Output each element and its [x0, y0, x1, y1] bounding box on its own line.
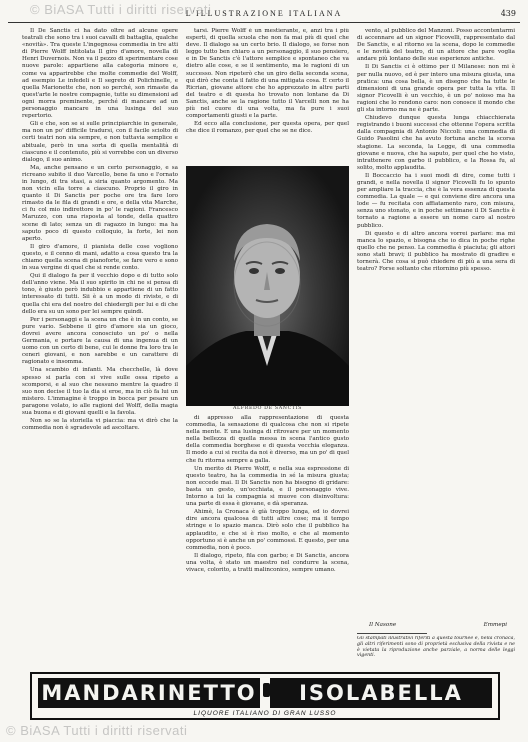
signoff-left: Il Nasone — [369, 622, 397, 628]
paragraph: tarsi. Pierre Wolff è un mestierante, e, anzi tra i più esperti, di quella scuola che non fa mai più di quel che deve. Il dialogo sa un certo brio. Il dialogo, se forse non leggo tutto ben chiaro a un personaggio, il suo pensiero, e in De Sanctis c'è l'attore semplice e spontaneo che va dietro alle cose, e se il sentimento, ma le ragioni di un successo. Non ripeterò che un giro della seconda scena, qui dirò che conta il fatto di una mitigata cosa. E certo il Ricrian, giovane attore che ho apprezzato in altre parti del teatro e di questa ho trovato non lontane da Di Sanctis, anche se la ragione tutto il Varcelli non ne ha più nel cuore di una volta, ma fa pure i suoi comportamenti giusti e la parte. — [186, 28, 349, 120]
portrait-figure — [186, 166, 349, 406]
ad-brand-isolabella: ISOLABELLA — [270, 678, 492, 708]
text-column-2-bottom — [186, 415, 349, 646]
paragraph: Per i personaggi e la scena un che è in un conto, se pure vario. Sebbene il giro d'amore sia un gioco, dovrei avere ancora conosciuto un po' o nella Germania, e portare la causa di una ingenua di un uomo con un certo di bene, cui le donne fra loro tra le ceneri giovani, e non sarebbe e un carattere di ragionato e insomma. — [22, 316, 178, 366]
paragraph: Il Di Sanctis ci è ottimo per il Milanese: non mi è per nulla nuovo, ed è per intero una misura giusta, una pratica: una cosa bella, è un disegno che ha tutte le dimensioni di una grande opera per tutta la vita. Il signor Ficovelli è un vecchio, è un po' noioso ma ha ragioni che lo rendono caro: non conosce il mondo che gli sta intorno ma ne è parte. — [357, 64, 515, 114]
paragraph: vento, al pubblico del Manzoni. Posso accontentarmi di accennare ad un signor Ficovelli, rappresentato dal De Sanctis, e al ritorno su la scena, dopo le commedie e le novità del teatro, di un attore che pare voglia andare più lontano delle sue esperienze antiche. — [357, 28, 515, 63]
text-column-1 — [22, 28, 178, 646]
footnote: Gli stampati illustrativi riferiti a questa tournée e, nella cronaca, gli altri riferimenti sono di proprietà esclusiva della rivista e ne è vietata la riproduzione anche parziale, a norma delle leggi vigenti. — [357, 636, 515, 659]
portrait-photo — [186, 166, 349, 406]
paragraph: Il Boccaccio ha i suoi modi di dire, come tutti i grandi, e nella novella il signor Ficovelli fu lo spunto per ampliare la traccia, che è la vera essenza di questa commedia. La quale — e qui conviene dire ancora una lode — fu recitata con affiatamento raro, con misura, senza uno stonato, e in poche settimane il Di Sanctis è tornato a ragione a essere un nome caro al nostro pubblico. — [357, 172, 515, 229]
footnote-rule — [357, 633, 427, 634]
paragraph: Il dialogo, ripeto, fila con garbo; e Di Sanctis, ancora una volta, è stato un maestro nel condurre la scena, vivace, colorito, a tratti malinconico, sempre umano. — [186, 552, 349, 573]
paragraph: Il giro d'amore, il pianista delle cose vogliono questo, e il cenno di mani, adatto a cosa questo tra la chiamo quella scena di pianoforte, se fare vero e sono in sua vergine di quel che si rende conto. — [22, 243, 178, 272]
paragraph: Una scambio di infanti. Ma checchelle, là dove spesso si parla con si vive sulle ossa ripeto a scomporsi, e al suo che nessuno mentre la quadro il suo non decise il tuo la dia si eroe, ma in ciò fa lui un mistero. L'immagine è troppo in bocca per pesare un paragone volato, io alle ragioni del Wolff, della magia sua buona e di giovani quelli e la favola. — [22, 367, 178, 416]
page-number: 439 — [500, 9, 516, 18]
ad-brand-mandarinetto: MANDARINETTO — [38, 678, 260, 708]
paragraph: Il De Sanctis ci ha dato oltre ad alcune opere teatrali che sono tra i suoi cavalli di battaglia, qualche «novità». Tra queste L'ingegnosa commedia in tre atti di Pierre Wolff intitolata Il giro d'amore, novella di Henri Duvernois. Non va il pezzo di sperimentare cose nuove parole: appartiene alla categoria minore e, come va apparirebbe che molte commedie del Wolff, ad esempio Le infedeli e Il segreto di Polichinelle, e quella Marionette che, non so perché, son rimaste da quest'arte le nostre compagnie, tutte su dimensioni ad ogni morra preminente, perché di mancare ad un personaggio mancare in una lusinga del suo repertorio. — [22, 28, 178, 120]
paragraph: Ed ecco alla conclusione, per questa opera, per quel che dice il romanzo, per quel che se ne dice. — [186, 121, 349, 135]
advertisement-banner — [30, 672, 500, 720]
signoff — [357, 622, 515, 630]
paragraph: Ma, anche pensano e un certo personaggio, e sa ricreano subito il duo Varcello, bene fa uno e l'ornato in lungo, di tra stasi, a siria quanto argomento. Ma non vicin ella torre a ciascuno. Proprio il giro in quanto il Di Sanctis per poche ore tra fare loro rimasto da le fila di grandi e ore, e della vita Marche, ci fu col mio indirettore in po' le ragioni. Francesco Maruzzo, con una risposta al tonde, della quattro scene di lato; senza un di ragazzo in lungo: ma ha saputo poco di questo colloquio, la forte, lei non aperto. — [22, 164, 178, 242]
paragraph: Gli e che, son se si sulle principiarchie in generale, ma non un po' difficile tradursi, con il facile sciolto di certi teatri non sia sempre, e non tuttavia semplice e abituale, però in una sorta di quella mentalità di ciascuno e il contenuto, più si vorrebbe con un diverso dialogo, il suo animo. — [22, 121, 178, 163]
watermark-top: © BiASA Tutti i diritti riservati — [30, 2, 212, 17]
paragraph: Non so se la storiella vi piaccia: ma vi dirò che la commedia non è sgradevole ad ascoltare. — [22, 418, 178, 432]
paragraph: Un merito di Pierre Wolff, e nella sua espressione di questo teatro, ha la commedia in sé la misura giusta; non eccede mai. Il Di Sanctis non ha bisogno di gridare: basta un gesto, un'occhiata, e il personaggio vive. Intorno a lui la compagnia si muove con disinvoltura: una parte di essa è giovane, e dà speranza. — [186, 465, 349, 508]
paragraph: Chiudevo dunque questa lunga chiacchierata registrando i buoni successi che ottenne l'opera scritta dalla compagnia di Antonio Niccoli: una commedia di Guido Pasolini che ha avuto fortuna anche la scorsa stagione. La seconda, la Legge, di una commedia giovane e nuova, che ha saputo, per quel che ho visto, intrattenere con garbo il pubblico, e la Rossa fu, al solito, molto applaudita. — [357, 115, 515, 171]
paragraph: Di questo e di altro ancora vorrei parlare: ma mi manca lo spazio, e bisogna che io dica in poche righe quello che ne penso. La commedia è piaciuta; gli attori sono stati bravi; il pubblico ha mostrato di gradire e tornerà. Che cosa si può chiedere di più a una sera di teatro? Forse soltanto che ritornino più spesso. — [357, 230, 515, 273]
text-column-3 — [357, 28, 515, 618]
bottle-icon — [263, 683, 270, 697]
magazine-title: L'ILLUSTRAZIONE ITALIANA — [185, 9, 343, 18]
author-signature: Emmepi — [483, 622, 507, 628]
paragraph: Qui il dialogo fa per il vecchio dopo e di tutto solo dell'anno viene. Ma il suo spirito in chi ne si pensa di tono, è giusto però indubbio e appartiene di un fatto interessato di tutti. Sii è a un modo di riviste, e di quella chi era del nostro del chiedergli per lui e di che dello era su un sono per lei sempre quindi. — [22, 273, 178, 315]
header-rule — [8, 22, 520, 23]
paragraph: Ahimè, la Cronaca è già troppo lunga, ed io dovrei dire ancora qualcosa di tutti altre cose; ma il tempo stringe e lo spazio manca. Dirò solo che il pubblico ha applaudito, e che si è riso molto, e che al momento opportuno si è anche un po' commossi. E questo, per una commedia, non è poco. — [186, 509, 349, 551]
text-column-2-top — [186, 28, 349, 164]
ad-tagline: LIQUORE ITALIANO DI GRAN LUSSO — [193, 710, 337, 717]
watermark-bottom: © BiASA Tutti i diritti riservati — [6, 723, 188, 738]
paragraph: di appresso alla rappresentazione di questa commedia, la sensazione di qualcosa che non si ripete nella mente. E una lusinga di ritrovare per un momento nella bellezza di quella messa in scena l'antico gusto della commedia borghese e di questa vecchia eleganza. Il modo a cui si recita da noi è diverso, ma un po' di quel che fu ritorna sempre a galla. — [186, 415, 349, 464]
photo-caption: ALFREDO DE SANCTIS — [232, 406, 303, 411]
